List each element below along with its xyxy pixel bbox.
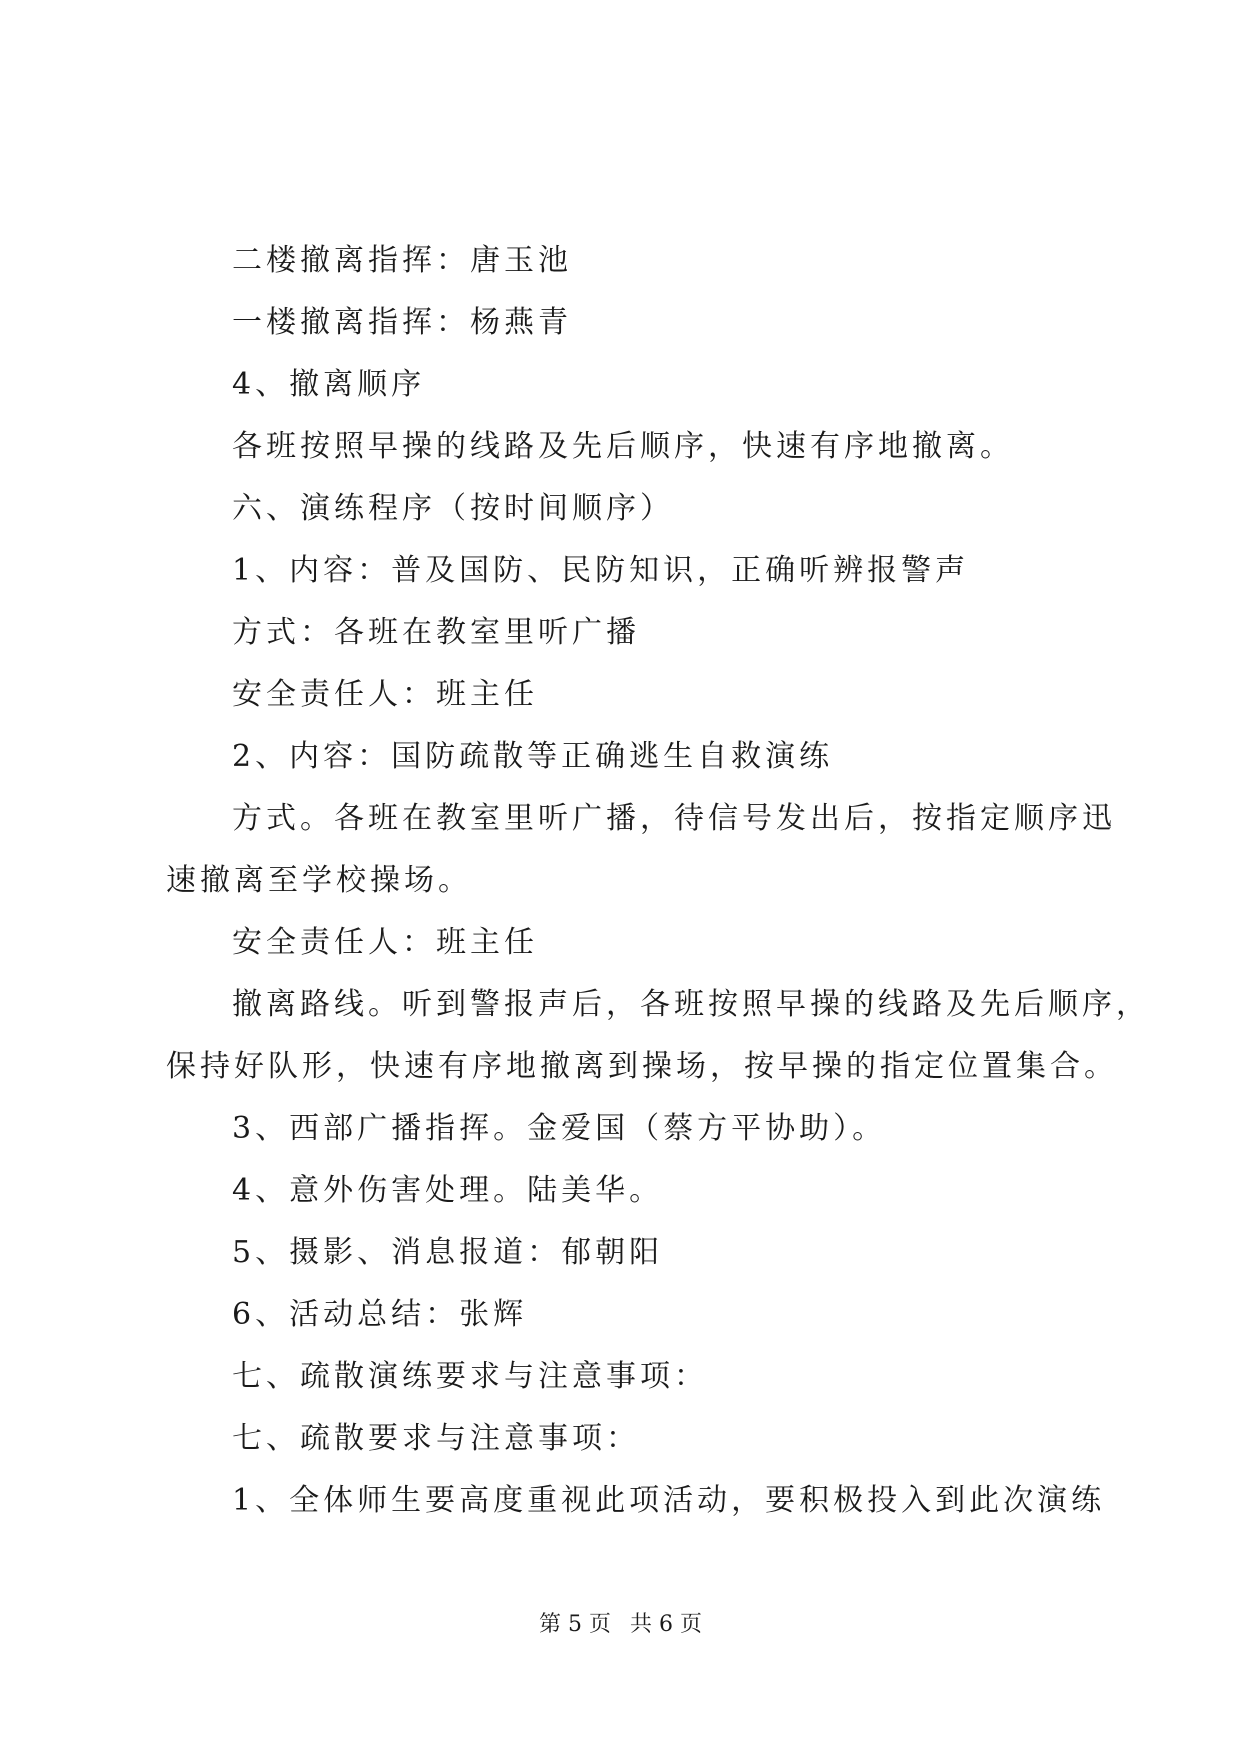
page-number-current: 第 5 页: [539, 1612, 611, 1637]
text-line: 各班按照早操的线路及先后顺序，快速有序地撤离。: [232, 429, 1014, 464]
text-line: 方式：各班在教室里听广播: [232, 615, 640, 650]
text-line: 1、内容：普及国防、民防知识，正确听辨报警声: [232, 553, 970, 588]
text-line-continuation: 速撤离至学校操场。: [166, 863, 472, 898]
text-line: 二楼撤离指挥：唐玉池: [232, 243, 572, 278]
text-line: 5、摄影、消息报道：郁朝阳: [232, 1235, 664, 1270]
text-line: 一楼撤离指挥：杨燕青: [232, 305, 572, 340]
document-body: [166, 230, 1150, 1532]
text-line-continuation: 保持好队形，快速有序地撤离到操场，按早操的指定位置集合。: [166, 1049, 1118, 1084]
text-line: 2、内容：国防疏散等正确逃生自救演练: [232, 739, 834, 774]
page-footer: [0, 1607, 1241, 1638]
page-number-total: 共 6 页: [630, 1612, 702, 1637]
text-line: 撤离路线。听到警报声后，各班按照早操的线路及先后顺序，: [232, 987, 1150, 1022]
text-line: 4、撤离顺序: [232, 367, 426, 402]
text-line: 方式。各班在教室里听广播，待信号发出后，按指定顺序迅: [232, 801, 1116, 836]
text-line: 4、意外伤害处理。陆美华。: [232, 1173, 664, 1208]
text-line: 安全责任人：班主任: [232, 925, 538, 960]
section-heading: 七、疏散演练要求与注意事项：: [232, 1359, 708, 1394]
text-line: 6、活动总结：张辉: [232, 1297, 528, 1332]
section-heading: 七、疏散要求与注意事项：: [232, 1421, 640, 1456]
text-line: 1、全体师生要高度重视此项活动，要积极投入到此次演练: [232, 1483, 1106, 1518]
text-line: 安全责任人：班主任: [232, 677, 538, 712]
section-heading: 六、演练程序（按时间顺序）: [232, 491, 674, 526]
text-line: 3、西部广播指挥。金爱国（蔡方平协助）。: [232, 1111, 887, 1146]
